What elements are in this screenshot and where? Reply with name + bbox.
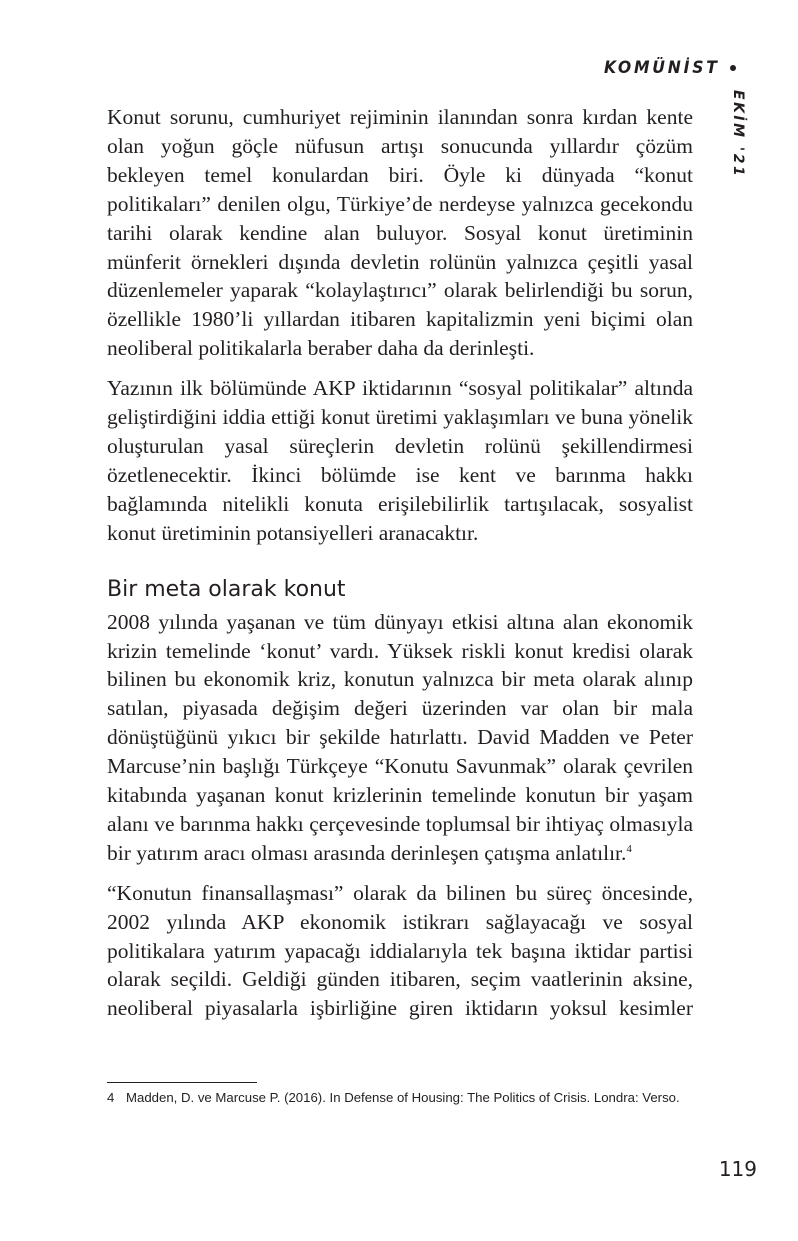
- running-head: [594, 58, 736, 78]
- paragraph-text: 2008 yılında yaşanan ve tüm dünyayı etkisi altına alan ekonomik krizin temelinde ‘konut’ vardı. Yüksek riskli konut kredisi olarak bilinen bu ekonomik kriz, konutun yalnızca bir meta olarak alınıp satılan, piyasada değişim değeri üzerinden var olan bir mala dönüştüğünü yıkıcı bir şekilde hatırlattı. David Madden ve Peter Marcuse’nin başlığı Türkçeye “Konutu Savunmak” olarak çevrilen kitabında yaşanan konut krizlerinin temelinde konutun bir yaşam alanı ve barınma hakkı çerçevesinde toplumsal bir ihtiyaç olmasıyla bir yatırım aracı olması arasında derinleşen çatışma anlatılır.: [107, 609, 693, 865]
- paragraph: Konut sorunu, cumhuriyet rejiminin ilanından sonra kırdan kente olan yoğun göçle nüfusun artışı sonucunda yıllardır çözüm bekleyen temel konulardan biri. Öyle ki dünyada “konut politikaları” denilen olgu, Türkiye’de nerdeyse yalnızca gecekondu tarihi olarak kendine alan buluyor. Sosyal konut üretiminin münferit örnekleri dışında devletin rolünün yalnızca çeşitli yasal düzenlemeler yaparak “kolaylaştırıcı” olarak belirlendiği bu sorun, özellikle 1980’li yıllardan itibaren kapitalizmin yeni biçimi olan neoliberal politikalarla beraber daha da derinleşti.: [107, 105, 693, 361]
- footnote-number: 4: [107, 1090, 115, 1105]
- footnote: [107, 1089, 693, 1107]
- footnote-divider: [107, 1082, 257, 1083]
- paragraph: [107, 608, 693, 868]
- magazine-name: KOMÜNİST: [604, 58, 720, 78]
- issue-date: EKİM '21: [730, 90, 746, 179]
- footnotes: [107, 1082, 693, 1107]
- footnote-reference[interactable]: 4: [626, 842, 632, 855]
- page-number: 119: [718, 1157, 757, 1181]
- section-heading: Bir meta olarak konut: [107, 576, 346, 602]
- paragraph: “Konutun finansallaşması” olarak da bilinen bu süreç öncesinde, 2002 yılında AKP ekonomik istikrarı sağlayacağı ve sosyal politikalara yatırım yapacağı iddialarıyla tek başına iktidar partisi olarak seçildi. Geldiği günden itibaren, seçim vaatlerinin aksine, neoliberal piyasalarla işbirliğine giren iktidarın yoksul kesimler: [107, 880, 693, 1021]
- article-body: [107, 103, 693, 1034]
- footnote-citation: Madden, D. ve Marcuse P. (2016). In Defense of Housing: The Politics of Crisis. Londra: Verso.: [126, 1090, 680, 1105]
- paragraph: Yazının ilk bölümünde AKP iktidarının “sosyal politikalar” altında geliştirdiğini iddia ettiği konut üretimi yaklaşımları ve buna yönelik oluşturulan yasal süreçlerin devletin rolünü şekillendirmesi özetlenecektir. İkinci bölümde ise kent ve barınma hakkı bağlamında nitelikli konuta erişilebilirlik tartışılacak, sosyalist konut üretiminin potansiyelleri aranacaktır.: [107, 376, 693, 545]
- bullet-dot-icon: [730, 65, 736, 71]
